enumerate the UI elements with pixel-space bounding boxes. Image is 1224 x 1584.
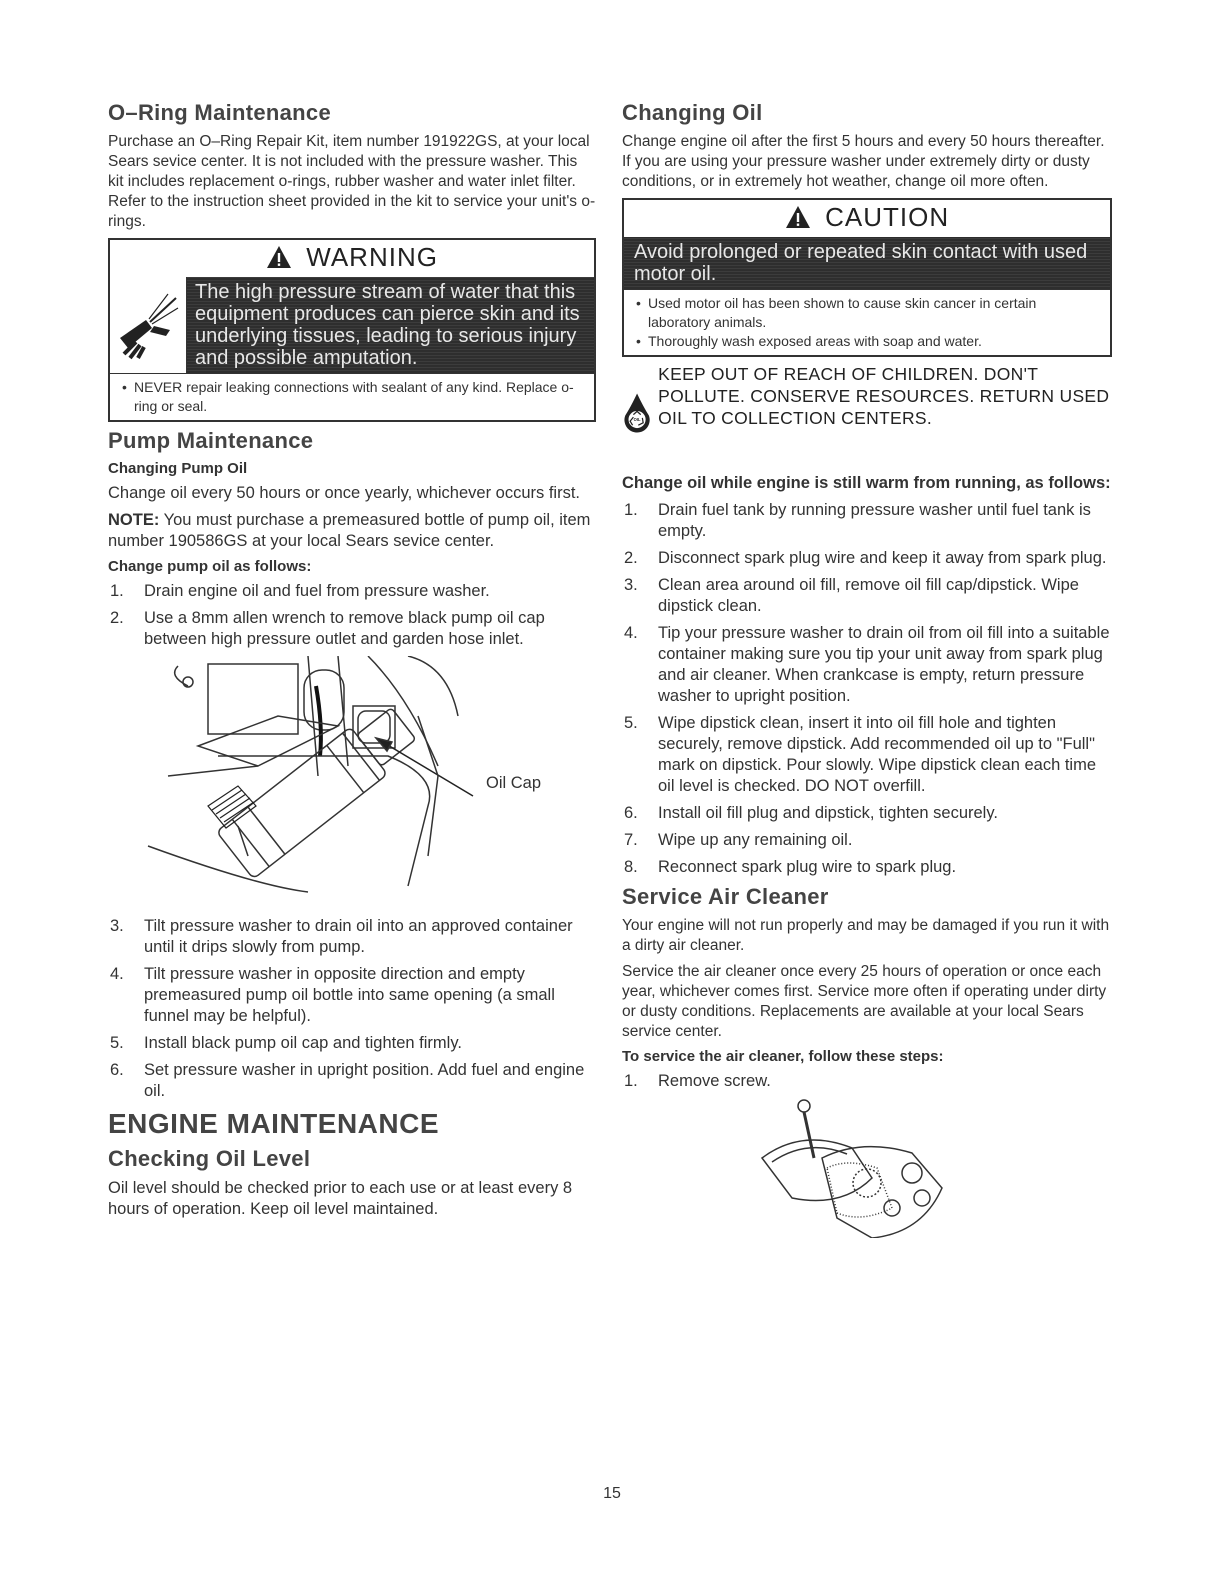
pump-oil-cap-figure (108, 656, 596, 906)
list-item: 6. Install oil fill plug and dipstick, tighten securely. (624, 804, 998, 822)
pump-steps-title: Change pump oil as follows: (108, 558, 312, 575)
warning-body (110, 277, 594, 373)
caution-bullets (624, 289, 1110, 355)
list-item: 3. Clean area around oil fill, remove oil fill cap/dipstick. Wipe dipstick clean. (624, 576, 1079, 615)
warning-triangle-icon (266, 245, 292, 269)
oil-steps-list (622, 500, 1112, 878)
note-label: NOTE: (108, 511, 160, 529)
warning-box (108, 238, 596, 422)
list-item: 2. Use a 8mm allen wrench to remove black pump oil cap between high pressure outlet and garden hose inlet. (110, 609, 545, 648)
list-item: 4. Tip your pressure washer to drain oil from oil fill into a suitable container making sure you tip your unit away from spark plug and air cleaner. When crankcase is empty, return pressure washer to upright position. (624, 624, 1110, 705)
changing-oil-title: Changing Oil (622, 100, 763, 125)
list-item: 2. Disconnect spark plug wire and keep it away from spark plug. (624, 549, 1107, 567)
warning-bullet: • NEVER repair leaking connections with sealant of any kind. Replace o-ring or seal. (120, 378, 584, 416)
pump-steps-list-b (108, 916, 596, 1102)
list-item: 3. Tilt pressure washer to drain oil into an approved container until it drips slowly from pump. (110, 917, 573, 956)
service-air-cleaner-title: Service Air Cleaner (622, 884, 829, 909)
list-item: 7. Wipe up any remaining oil. (624, 831, 853, 849)
note-text: You must purchase a premeasured bottle of pump oil, item number 190586GS at your local Sears sevice center. (108, 511, 591, 550)
hand-spray-injury-icon (110, 277, 187, 373)
oil-cap-label: Oil Cap (486, 774, 542, 792)
caution-title: CAUTION (825, 202, 950, 232)
right-column (622, 100, 1112, 1243)
page-number: 15 (603, 1485, 621, 1502)
recycle-notice (622, 363, 1112, 463)
list-item: 1. Drain fuel tank by running pressure washer until fuel tank is empty. (624, 501, 1091, 540)
pump-note (108, 510, 596, 552)
caution-bullet: • Thoroughly wash exposed areas with soap and water. (634, 332, 1100, 351)
oring-paragraph: Purchase an O–Ring Repair Kit, item number 191922GS, at your local Sears sevice center. It is not included with the pressure washer. This kit includes replacement o-rings, rubber washer and water inlet filter. Refer to the instruction sheet provided in the kit to service your unit's o-rings. (108, 133, 596, 230)
oring-title: O–Ring Maintenance (108, 100, 331, 125)
oil-steps-title: Change oil while engine is still warm from running, as follows: (622, 474, 1111, 492)
changing-oil-paragraph: Change engine oil after the first 5 hours and every 50 hours thereafter. If you are using your pressure washer under extremely dirty or dusty conditions, or in extremely hot weather, change oil more often. (622, 133, 1105, 190)
caution-triangle-icon (785, 205, 811, 229)
oil-recycle-drop-icon (622, 363, 652, 463)
engine-maintenance-title: ENGINE MAINTENANCE (108, 1108, 440, 1139)
list-item: 1. Remove screw. (624, 1072, 771, 1090)
air-cleaner-steps-title: To service the air cleaner, follow these steps: (622, 1048, 944, 1065)
warning-title: WARNING (306, 242, 438, 272)
air-cleaner-paragraph-1: Your engine will not run properly and may be damaged if you run it with a dirty air cleaner. (622, 917, 1110, 954)
warning-header (110, 240, 594, 277)
pump-maintenance-title: Pump Maintenance (108, 428, 314, 453)
recycle-text: KEEP OUT OF REACH OF CHILDREN. DON'T POLLUTE. CONSERVE RESOURCES. RETURN USED OIL TO COLLECTION CENTERS. (658, 364, 1110, 428)
air-cleaner-illustration (622, 1098, 1112, 1238)
list-item: 4. Tilt pressure washer in opposite direction and empty premeasured pump oil bottle into same opening (a small funnel may be helpful). (110, 965, 555, 1025)
list-item: 6. Set pressure washer in upright position. Add fuel and engine oil. (110, 1061, 585, 1100)
caution-box (622, 198, 1112, 357)
oil-icon-text: OIL (633, 417, 641, 423)
list-item: 5. Wipe dipstick clean, insert it into oil fill hole and tighten securely, remove dipstick. Add recommended oil up to "Full" mark on dipstick. Pour slowly. Wipe dipstick clean each time oil level is checked. DO NOT overfill. (624, 714, 1097, 795)
caution-bullet: • Used motor oil has been shown to cause skin cancer in certain laboratory animals. (634, 294, 1100, 332)
list-item: 5. Install black pump oil cap and tighten firmly. (110, 1034, 462, 1052)
warning-bullets (110, 373, 594, 420)
changing-pump-oil-subtitle: Changing Pump Oil (108, 460, 248, 477)
checking-oil-level-title: Checking Oil Level (108, 1146, 311, 1171)
oil-level-paragraph: Oil level should be checked prior to each use or at least every 8 hours of operation. Keep oil level maintained. (108, 1179, 573, 1218)
caution-banner: Avoid prolonged or repeated skin contact with used motor oil. (624, 237, 1110, 289)
left-column (108, 100, 596, 1226)
warning-banner: The high pressure stream of water that this equipment produces can pierce skin and its underlying tissues, leading to serious injury and possible amputation. (187, 277, 594, 373)
air-cleaner-steps-list (622, 1071, 1112, 1092)
list-item: 1. Drain engine oil and fuel from pressure washer. (110, 582, 490, 600)
pump-oil-paragraph: Change oil every 50 hours or once yearly, whichever occurs first. (108, 484, 580, 502)
caution-header (624, 200, 1110, 237)
air-cleaner-paragraph-2: Service the air cleaner once every 25 hours of operation or once each year, whichever comes first. Service more often if operating under dirty or dusty conditions. Replacements are available at your local Sears service center. (622, 963, 1107, 1040)
pump-steps-list-a (108, 581, 596, 650)
list-item: 8. Reconnect spark plug wire to spark plug. (624, 858, 957, 876)
